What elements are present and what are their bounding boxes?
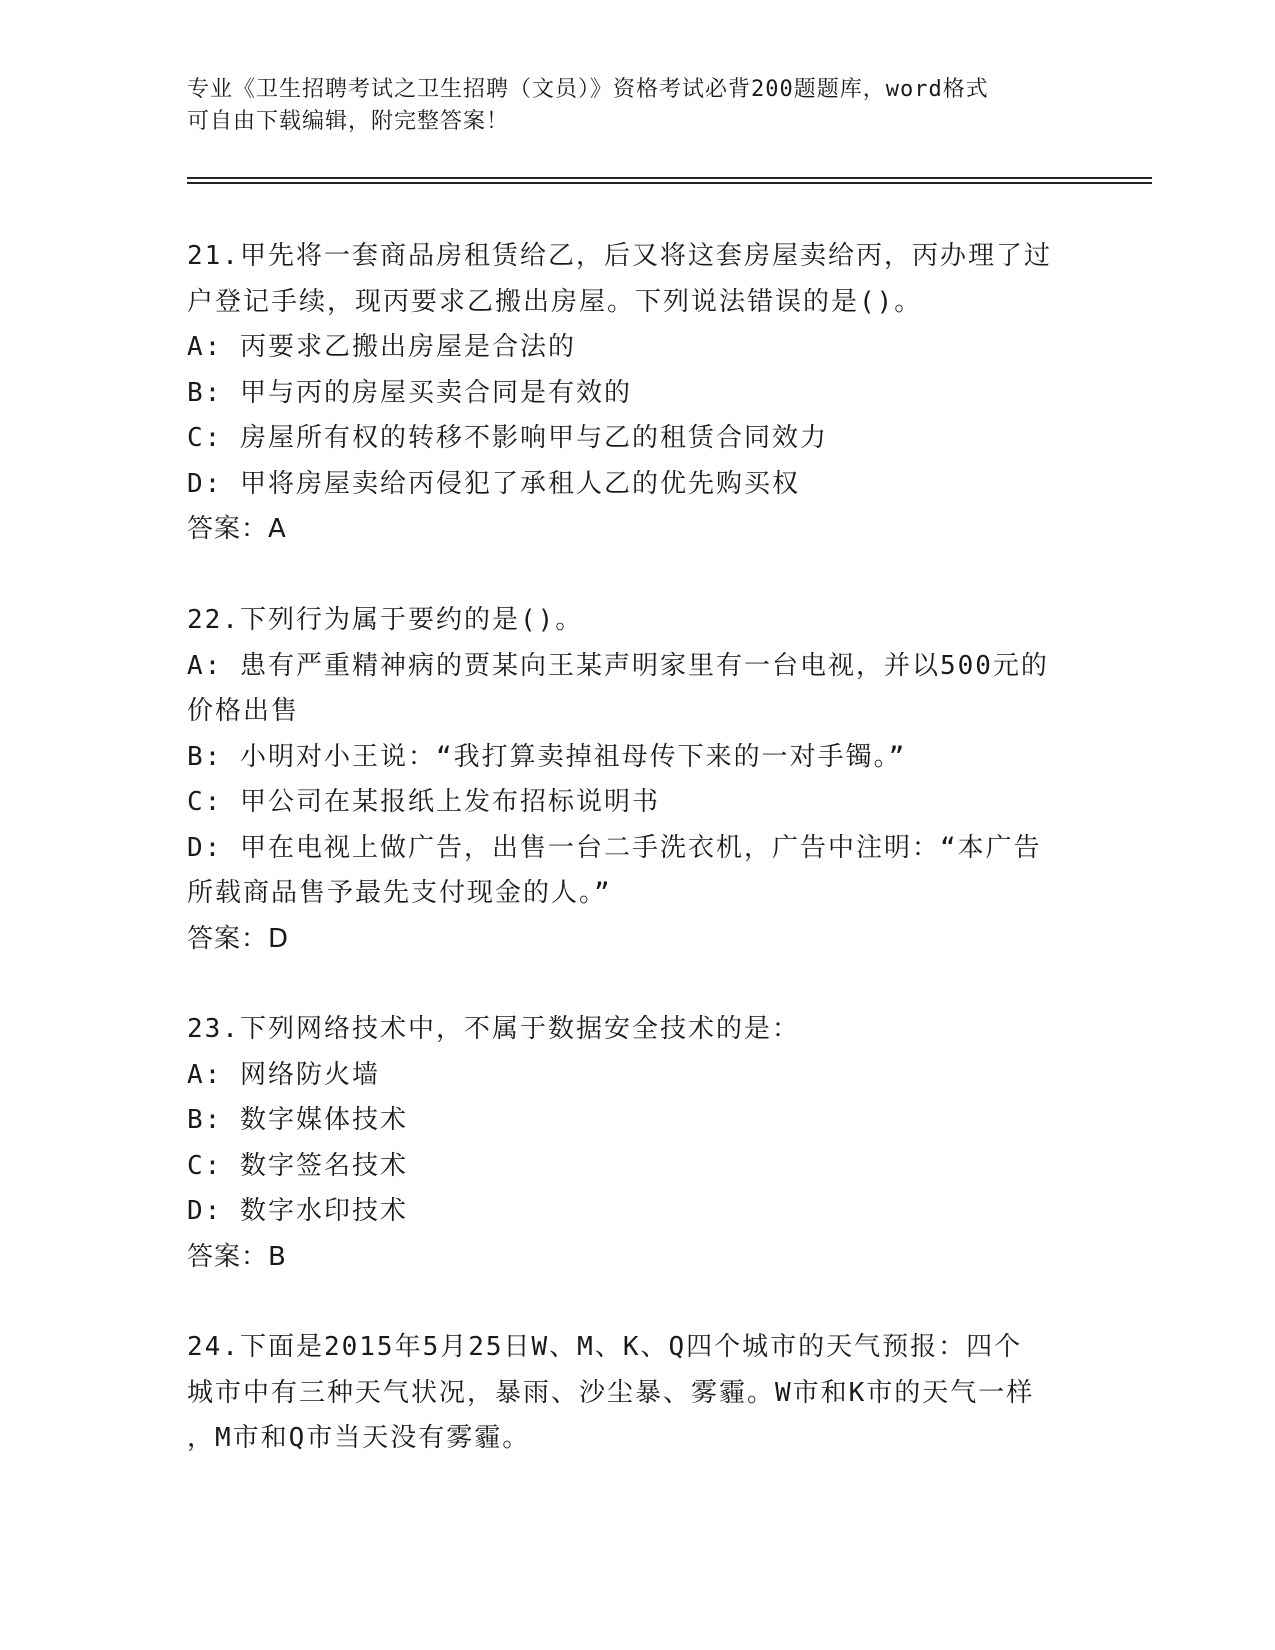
document-header	[187, 74, 1067, 138]
question-stem: 22.下列行为属于要约的是()。	[187, 605, 584, 635]
option-a: A: 患有严重精神病的贾某向王某声明家里有一台电视，并以500元的	[187, 650, 1049, 681]
option-c: C: 房屋所有权的转移不影响甲与乙的租赁合同效力	[187, 423, 828, 453]
option-b: B: 甲与丙的房屋买卖合同是有效的	[187, 377, 632, 408]
option-d: D: 甲将房屋卖给丙侵犯了承租人乙的优先购买权	[187, 468, 800, 499]
option-d: D: 甲在电视上做广告，出售一台二手洗衣机，广告中注明：“本广告	[187, 832, 1042, 863]
question-stem: ，M市和Q市当天没有雾霾。	[187, 1423, 531, 1453]
header-divider-bottom	[187, 182, 1152, 184]
option-a-continued: 价格出售	[187, 696, 300, 726]
question-stem: 23.下列网络技术中，不属于数据安全技术的是：	[187, 1014, 800, 1044]
option-d: D: 数字水印技术	[187, 1196, 408, 1226]
question-21	[187, 234, 1087, 553]
question-stem: 21.甲先将一套商品房租赁给乙，后又将这套房屋卖给丙，丙办理了过	[187, 241, 1052, 271]
header-line-2: 可自由下载编辑，附完整答案！	[187, 109, 510, 134]
question-22	[187, 598, 1087, 962]
option-a: A: 丙要求乙搬出房屋是合法的	[187, 332, 576, 362]
question-24	[187, 1325, 1087, 1462]
answer: 答案：B	[187, 1241, 287, 1272]
option-a: A: 网络防火墙	[187, 1059, 380, 1090]
option-b: B: 数字媒体技术	[187, 1105, 408, 1135]
question-23	[187, 1007, 1087, 1280]
option-d-continued: 所载商品售予最先支付现金的人。”	[187, 878, 612, 908]
question-stem: 户登记手续，现丙要求乙搬出房屋。下列说法错误的是()。	[187, 286, 923, 317]
answer: 答案：A	[187, 514, 287, 544]
header-line-1: 专业《卫生招聘考试之卫生招聘（文员）》资格考试必背200题题库，word格式	[187, 77, 989, 102]
option-b: B: 小明对小王说：“我打算卖掉祖母传下来的一对手镯。”	[187, 741, 907, 772]
option-c: C: 甲公司在某报纸上发布招标说明书	[187, 787, 660, 817]
header-divider-top	[187, 177, 1152, 179]
option-c: C: 数字签名技术	[187, 1150, 408, 1181]
answer: 答案：D	[187, 923, 290, 954]
question-stem: 城市中有三种天气状况，暴雨、沙尘暴、雾霾。W市和K市的天气一样	[187, 1377, 1035, 1408]
question-stem: 24.下面是2015年5月25日W、M、K、Q四个城市的天气预报：四个	[187, 1332, 1023, 1362]
